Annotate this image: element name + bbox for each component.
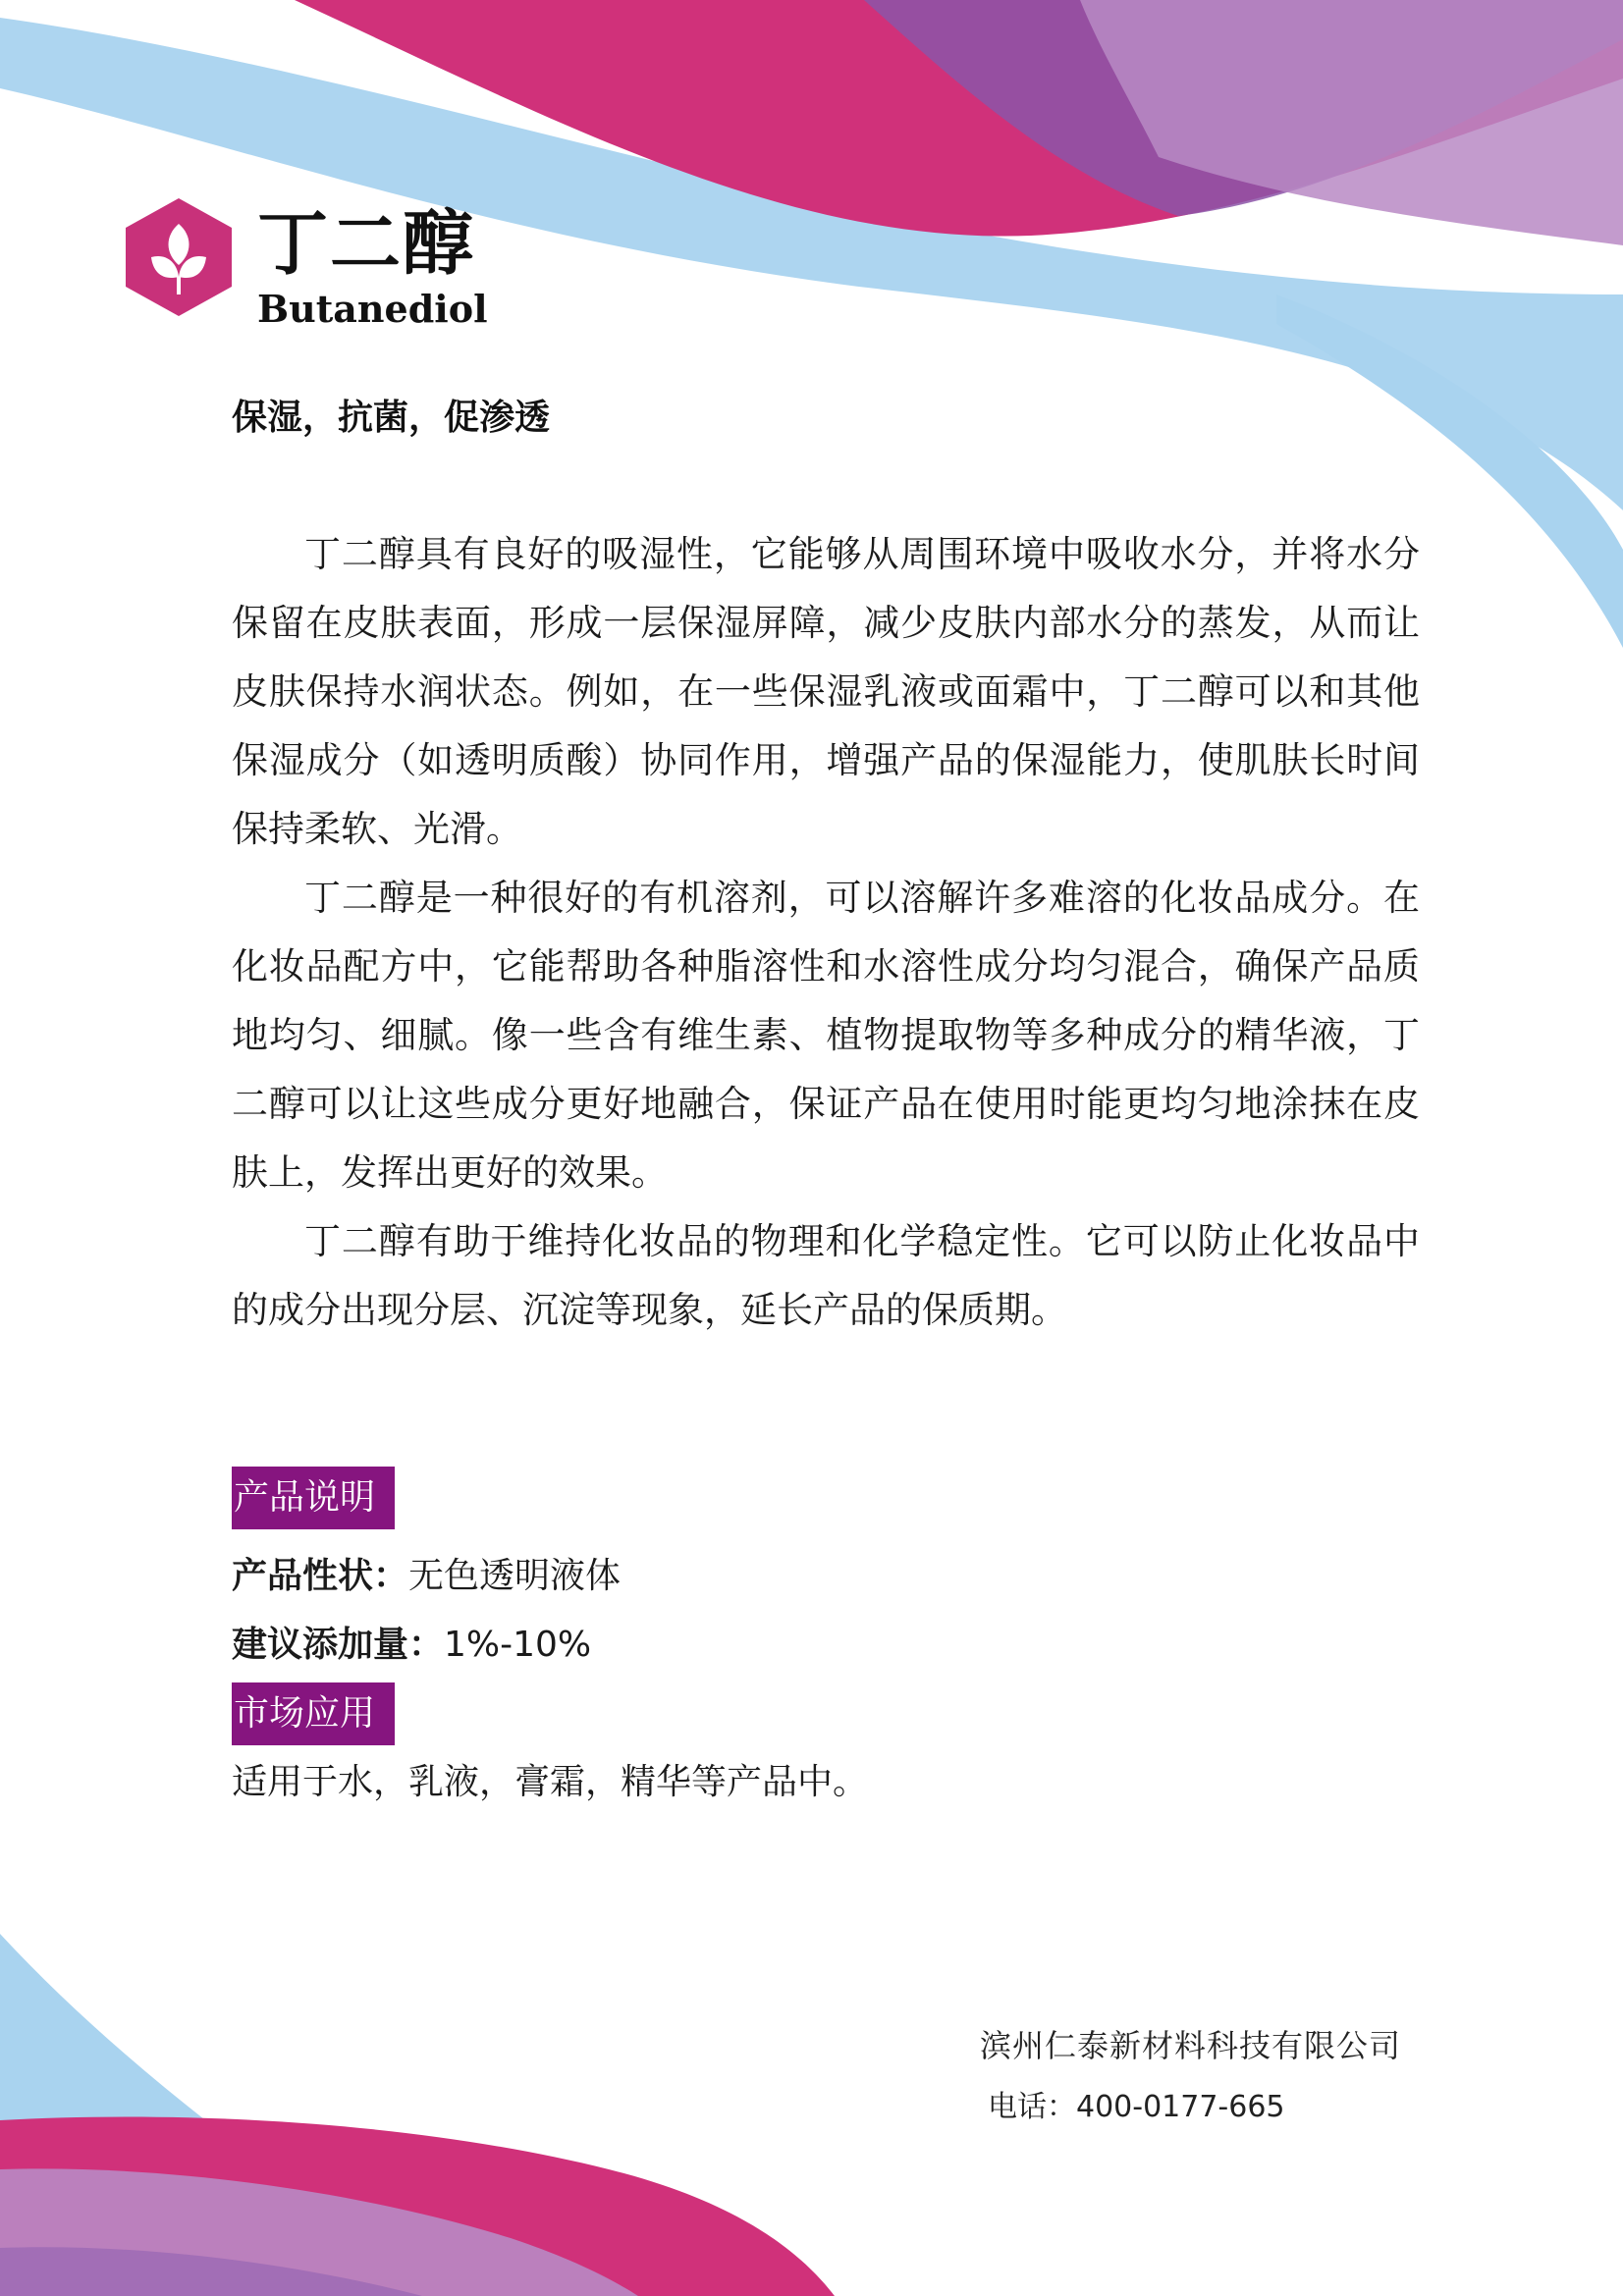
paragraph: 丁二醇具有良好的吸湿性，它能够从周围环境中吸收水分，并将水分保留在皮肤表面，形成一层保湿屏障，减少皮肤内部水分的蒸发，从而让皮肤保持水润状态。例如，在一些保湿乳液或面霜中，丁二醇可以和其他保湿成分（如透明质酸）协同作用，增强产品的保湿能力，使肌肤长时间保持柔软、光滑。 <box>232 533 1420 850</box>
subtitle: 保湿，抗菌，促渗透 <box>232 398 551 438</box>
leaf-hexagon-icon <box>122 196 236 318</box>
appearance-value: 无色透明液体 <box>408 1556 622 1596</box>
paragraph: 丁二醇是一种很好的有机溶剂，可以溶解许多难溶的化妆品成分。在化妆品配方中，它能帮助各种脂溶性和水溶性成分均匀混合，确保产品质地均匀、细腻。像一些含有维生素、植物提取物等多种成分的精华液，丁二醇可以让这些成分更好地融合，保证产品在使用时能更均匀地涂抹在皮肤上，发挥出更好的效果。 <box>232 877 1420 1194</box>
dosage-label: 建议添加量： <box>232 1625 445 1665</box>
footer-phone: 电话：400-0177-665 <box>988 2090 1285 2124</box>
footer-company: 滨州仁泰新材料科技有限公司 <box>980 2027 1402 2064</box>
paragraph: 丁二醇有助于维持化妆品的物理和化学稳定性。它可以防止化妆品中的成分出现分层、沉淀等现象，延长产品的保质期。 <box>232 1220 1420 1331</box>
body-text <box>232 520 1420 1345</box>
appearance-label: 产品性状： <box>232 1556 409 1596</box>
product-appearance <box>232 1556 622 1596</box>
page-title: 丁二醇 <box>257 202 476 285</box>
page-title-english: Butanediol <box>257 287 488 331</box>
product-dosage <box>232 1625 592 1665</box>
market-application: 适用于水，乳液，膏霜，精华等产品中。 <box>232 1762 869 1802</box>
section-tag-product: 产品说明 <box>232 1467 395 1529</box>
dosage-value: 1%-10% <box>444 1625 592 1665</box>
section-tag-market: 市场应用 <box>232 1682 395 1745</box>
